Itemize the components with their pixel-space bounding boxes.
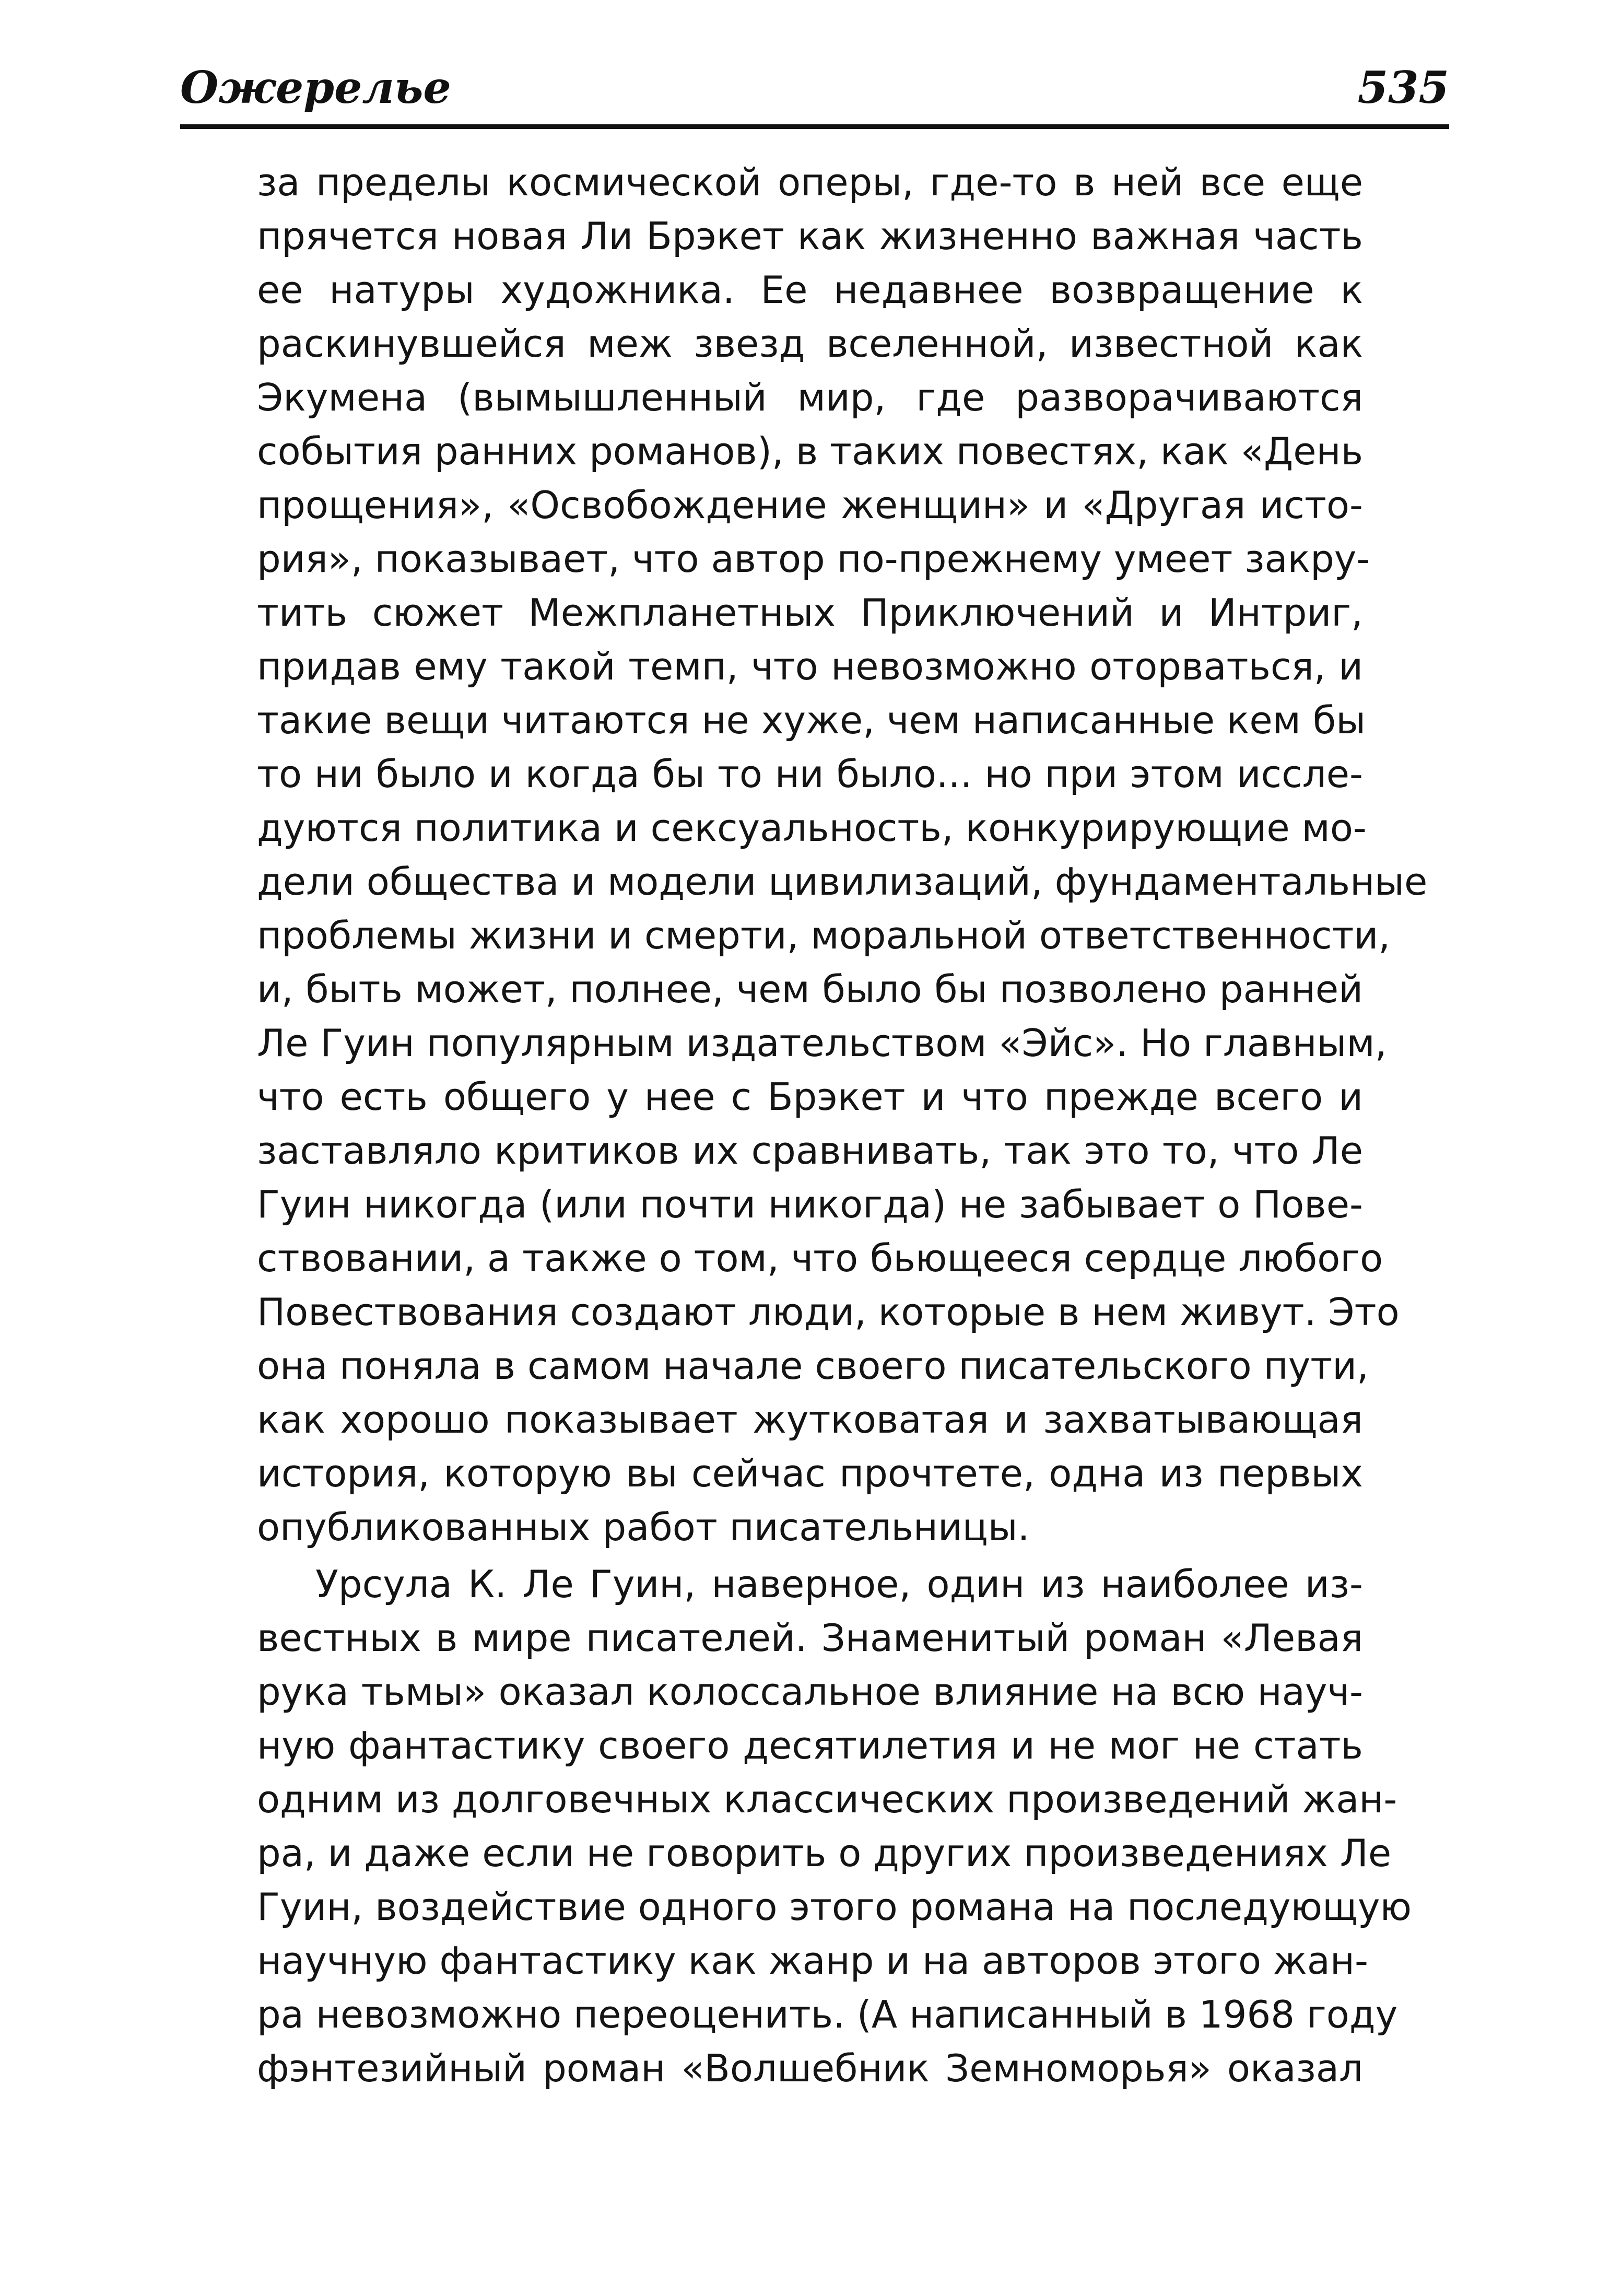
text-line: ра невозможно переоценить. (А написанный в 1968 году — [257, 1993, 1398, 2036]
text-line: Гуин никогда (или почти никогда) не забывает о Пове- — [257, 1182, 1363, 1226]
text-line: рука тьмы» оказал колоссальное влияние на всю науч- — [257, 1670, 1363, 1714]
text-line: то ни было и когда бы то ни было... но при этом иссле- — [257, 752, 1363, 796]
text-line: ствовании, а также о том, что бьющееся сердце любого — [257, 1236, 1383, 1280]
text-line: Урсула К. Ле Гуин, наверное, один из наиболее из- — [315, 1562, 1363, 1606]
text-line: Ле Гуин популярным издательством «Эйс». Но главным, — [257, 1021, 1387, 1065]
text-line: ную фантастику своего десятилетия и не мог не стать — [257, 1724, 1363, 1767]
text-line: опубликованных работ писательницы. — [257, 1505, 1030, 1549]
text-line: Экумена (вымышленный мир, где разворачиваются — [257, 376, 1363, 419]
text-line: прощения», «Освобождение женщин» и «Другая исто- — [257, 483, 1363, 527]
text-line: придав ему такой темп, что невозможно оторваться, и — [257, 645, 1363, 688]
text-line: она поняла в самом начале своего писательского пути, — [257, 1344, 1369, 1388]
page-number: 535 — [1357, 62, 1449, 113]
paragraph-2 — [257, 1557, 1412, 2095]
text-line: вестных в мире писателей. Знаменитый роман «Левая — [257, 1616, 1363, 1660]
running-title: Ожерелье — [180, 62, 451, 113]
text-line: научную фантастику как жанр и на авторов этого жан- — [257, 1939, 1368, 1983]
text-line: Гуин, воздействие одного этого романа на последующую — [257, 1885, 1412, 1929]
header-rule — [180, 124, 1449, 129]
text-line: история, которую вы сейчас прочтете, одна из первых — [257, 1451, 1363, 1495]
text-line: такие вещи читаются не хуже, чем написанные кем бы — [257, 698, 1366, 742]
text-line: прячется новая Ли Брэкет как жизненно важная часть — [257, 214, 1363, 258]
text-line: дели общества и модели цивилизаций, фундаментальные — [257, 860, 1428, 904]
text-line: рия», показывает, что автор по-прежнему умеет закру- — [257, 537, 1370, 581]
text-line: и, быть может, полнее, чем было бы позволено ранней — [257, 967, 1363, 1011]
text-line: события ранних романов), в таких повестях, как «День — [257, 429, 1364, 473]
body-text — [257, 156, 1428, 2095]
text-line: раскинувшейся меж звезд вселенной, известной как — [257, 322, 1363, 366]
text-line: за пределы космической оперы, где-то в ней все еще — [257, 160, 1363, 204]
text-line: дуются политика и сексуальность, конкурирующие мо- — [257, 806, 1367, 850]
paragraph-1 — [257, 156, 1428, 1554]
text-line: заставляло критиков их сравнивать, так это то, что Ле — [257, 1129, 1363, 1173]
running-head — [180, 56, 1449, 119]
text-line: фэнтезийный роман «Волшебник Земноморья» оказал — [257, 2046, 1363, 2090]
text-line: одним из долговечных классических произведений жан- — [257, 1777, 1397, 1821]
text-line: ра, и даже если не говорить о других произведениях Ле — [257, 1831, 1392, 1875]
text-line: проблемы жизни и смерти, моральной ответственности, — [257, 913, 1391, 957]
text-line: Повествования создают люди, которые в нем живут. Это — [257, 1290, 1400, 1334]
text-line: ее натуры художника. Ее недавнее возвращение к — [257, 268, 1363, 312]
text-line: тить сюжет Межпланетных Приключений и Интриг, — [257, 591, 1363, 635]
text-line: как хорошо показывает жутковатая и захватывающая — [257, 1398, 1363, 1442]
text-line: что есть общего у нее с Брэкет и что прежде всего и — [257, 1075, 1363, 1119]
